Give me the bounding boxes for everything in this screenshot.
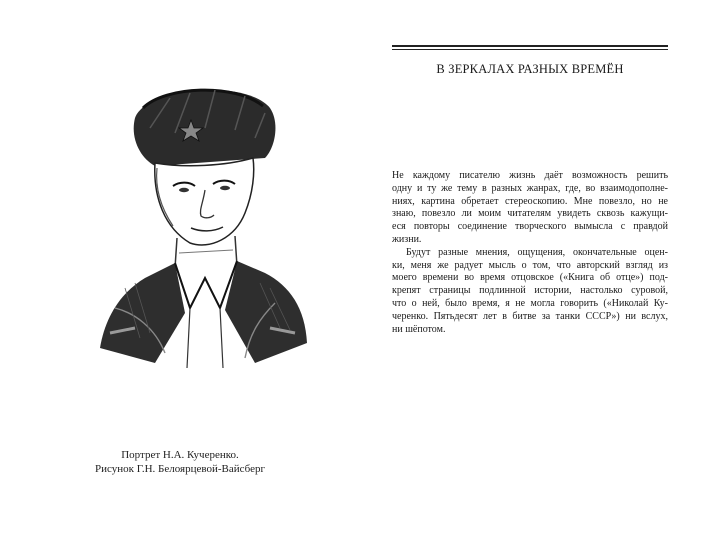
title-rule-thin [392, 49, 668, 50]
text-line: жизни. [392, 233, 422, 245]
portrait-caption [60, 448, 300, 476]
portrait-drawing-icon [95, 78, 310, 373]
text-line: Не каждому писателю жизнь даёт возможность решить [392, 170, 668, 181]
text-line: ни шёпотом. [392, 323, 446, 335]
text-line: еся повторы соединение творческого вымысла с правдой [392, 221, 668, 233]
text-line: моего времени во время отцовское («Книга об отце») под- [392, 272, 668, 284]
text-line: знаю, повезло ли моим читателям увидеть сквозь кажущи- [392, 208, 668, 220]
text-line: ниях, картина обретает стереоскопию. Мне повезло, но не [392, 195, 668, 207]
text-line: Будут разные мнения, ощущения, окончательные оцен- [406, 246, 668, 258]
text-line: черенко. Пятьдесят лет в битве за танки СССР») ни вслух, [392, 310, 668, 322]
text-line: крепят страницы подлинной истории, настолько суровой, [392, 285, 668, 297]
title-rule-thick [392, 45, 668, 47]
text-line: что о ней, было время, я не могла говорить («Николай Ку- [392, 297, 668, 309]
caption-line: Портрет Н.А. Кучеренко. [121, 449, 239, 461]
text-line: одну и ту же тему в разных жанрах, где, во взаимодополне- [392, 182, 668, 194]
chapter-title: В ЗЕРКАЛАХ РАЗНЫХ ВРЕМЁН [436, 62, 624, 76]
text-line: ки, меня же радует мысль о том, что авторский взгляд из [392, 259, 668, 271]
body-text [392, 170, 668, 336]
caption-line: Рисунок Г.Н. Белоярцевой-Вайсберг [95, 463, 265, 475]
